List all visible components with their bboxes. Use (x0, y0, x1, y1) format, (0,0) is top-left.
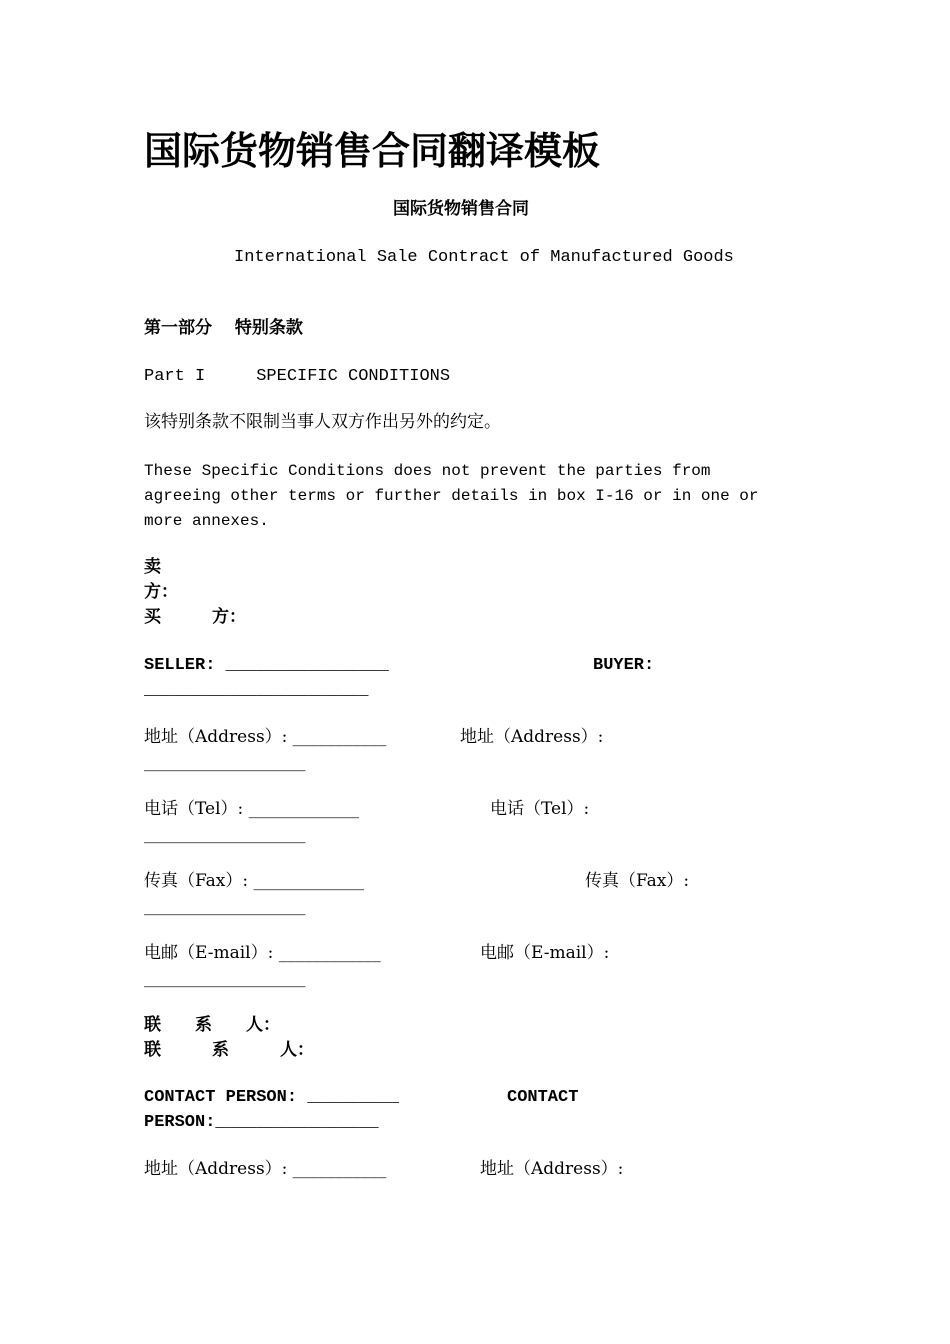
address-label-right: 地址（Address）: (460, 727, 604, 747)
email-field-left: 电邮（E-mail）: ____________ (144, 943, 381, 963)
tel-line-right: ___________________ (144, 824, 306, 844)
subtitle-english: International Sale Contract of Manufactured Goods (234, 248, 734, 267)
intro-chinese: 该特别条款不限制当事人双方作出另外的约定。 (144, 412, 501, 432)
intro-english-line-1: These Specific Conditions does not prevent the parties from (144, 462, 711, 480)
seller-label-chinese-1: 卖 (144, 557, 161, 577)
buyer-field-line: ______________________ (144, 681, 369, 700)
document-title: 国际货物销售合同翻译模板 (144, 129, 601, 173)
email-label-right: 电邮（E-mail）: (480, 943, 610, 963)
address-field-left: 地址（Address）: ___________ (144, 727, 387, 747)
contact-label-chinese-1: 联 系 人： (144, 1015, 280, 1035)
subtitle-chinese: 国际货物销售合同 (393, 199, 529, 219)
intro-english-line-3: more annexes. (144, 512, 269, 530)
address-line-right: ___________________ (144, 752, 306, 772)
part-heading-chinese: 第一部分 特别条款 (144, 318, 303, 338)
address2-field-left: 地址（Address）: ___________ (144, 1159, 387, 1179)
contact-field-english: CONTACT PERSON: _________ (144, 1088, 400, 1107)
address2-label-right: 地址（Address）: (480, 1159, 624, 1179)
contact-person-line: PERSON:________________ (144, 1113, 379, 1132)
seller-label-chinese-2: 方： (144, 582, 178, 602)
contact-label-chinese-2: 联 系 人： (144, 1040, 314, 1060)
buyer-label-english: BUYER: (593, 656, 655, 675)
fax-field-left: 传真（Fax）: _____________ (144, 871, 364, 891)
tel-field-left: 电话（Tel）: _____________ (144, 799, 360, 819)
part-heading-english: Part I SPECIFIC CONDITIONS (144, 367, 451, 386)
intro-english-line-2: agreeing other terms or further details in box I-16 or in one or (144, 487, 759, 505)
buyer-label-chinese: 买 方： (144, 607, 246, 627)
email-line-right: ___________________ (144, 968, 306, 988)
tel-label-right: 电话（Tel）: (490, 799, 590, 819)
fax-line-right: ___________________ (144, 896, 306, 916)
seller-field-english: SELLER: ________________ (144, 656, 389, 675)
fax-label-right: 传真（Fax）: (585, 871, 690, 891)
contact-label-english-right: CONTACT (507, 1088, 579, 1107)
